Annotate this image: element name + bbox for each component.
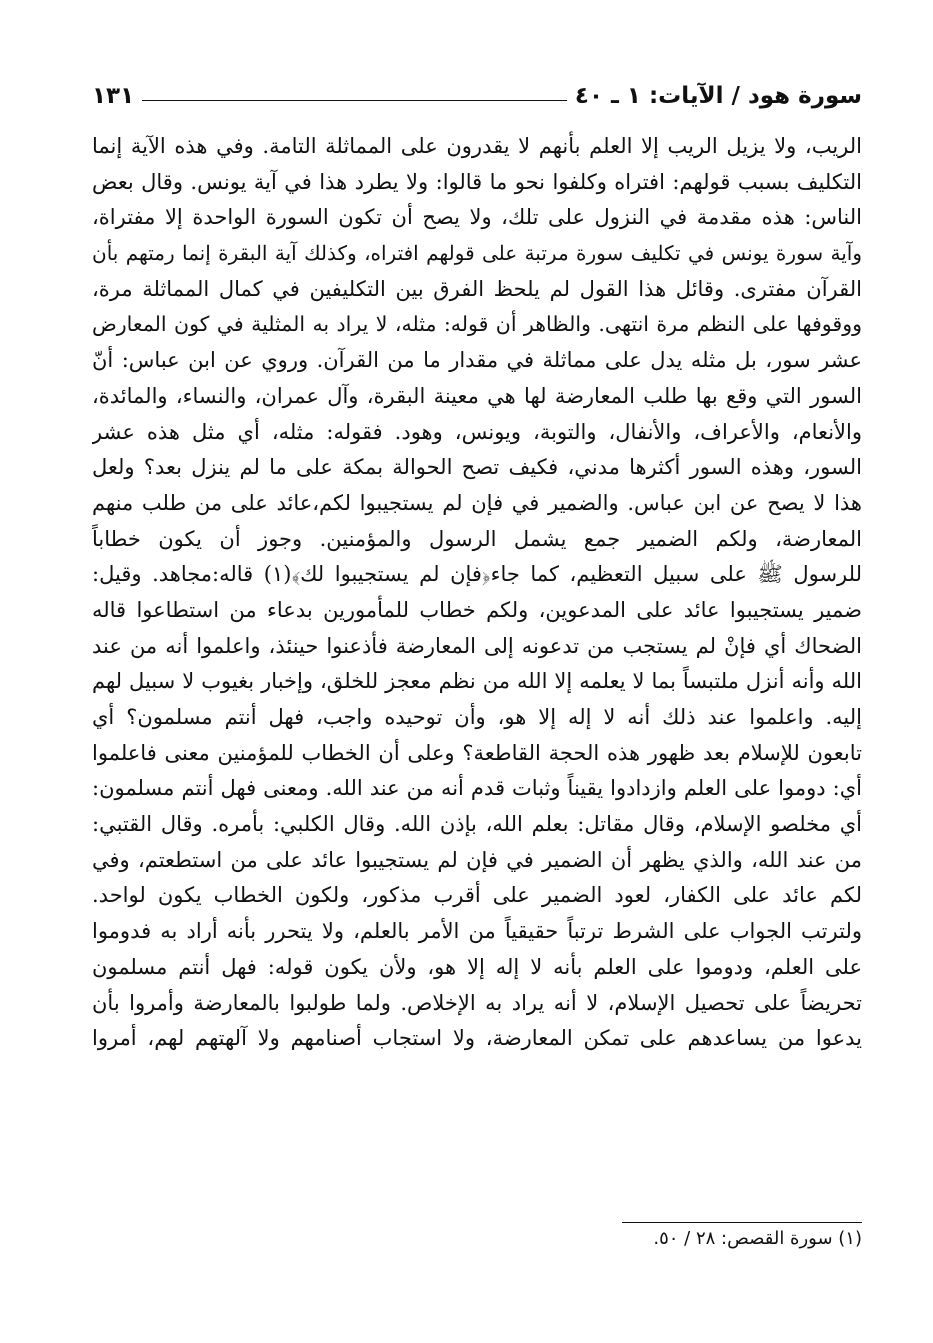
main-text [92, 129, 862, 1057]
text-line: الله وأنه أنزل ملتبساً بما لا يعلمه إلا الله من نظم معجز للخلق، وإخبار بغيوب لا سبيل لهم [92, 669, 862, 694]
text-line: من عند الله، والذي يظهر أن الضمير في فإن لم يستجيبوا عائد على من استطعتم، وفي [92, 847, 862, 872]
text-line: الريب، ولا يزيل الريب إلا العلم بأنهم لا يقدرون على المماثلة التامة. وفي هذه الآية إنما [92, 134, 862, 158]
text-line: للرسول ﷺ على سبيل التعظيم، كما جاء﴿فإن لم يستجيبوا لك﴾(١) قاله:مجاهد. وقيل: [92, 562, 862, 587]
text-line: ضمير يستجيبوا عائد على المدعوين، ولكم خطاب للمأمورين بدعاء من استطاعوا قاله [92, 597, 862, 622]
text-line: وآية سورة يونس في تكليف سورة مرتبة على قولهم افتراه، وكذلك آية البقرة إنما رمتهم بأن [92, 241, 862, 266]
running-title: سورة هود / الآيات: ١ ـ ٤٠ [574, 83, 862, 109]
text-line: المعارضة، ولكم الضمير جمع يشمل الرسول والمؤمنين. وجوز أن يكون خطاباً [92, 526, 862, 551]
text-line: الناس: هذه مقدمة في النزول على تلك، ولا يصح أن تكون السورة الواحدة إلا مفتراة، [92, 205, 862, 230]
text-line: تحريضاً على تحصيل الإسلام، لا أنه يراد به الإخلاص. ولما طولبوا بالمعارضة وأمروا بأن [92, 990, 862, 1015]
text-line: الضحاك أي فإنْ لم يستجب من تدعونه إلى المعارضة فأذعنوا حينئذ، واعلموا أنه من عند [92, 633, 862, 658]
text-line: أي: دوموا على العلم وازدادوا يقيناً وثبات قدم أنه من عند الله. ومعنى فهل أنتم مسلمون: [92, 776, 862, 801]
footnote: (١) سورة القصص: ٢٨ / ٥٠. [653, 1228, 862, 1249]
footnote-rule [622, 1222, 862, 1223]
text-line: لكم عائد على الكفار، لعود الضمير على أقرب مذكور، ولكون الخطاب يكون لواحد. [92, 883, 862, 908]
text-line: السور، وهذه السور أكثرها مدني، فكيف تصح الحوالة بمكة على ما لم ينزل بعد؟ ولعل [92, 455, 862, 480]
text-line: يدعوا من يساعدهم على تمكن المعارضة، ولا استجاب أصنامهم ولا آلهتهم لهم، أمروا [92, 1026, 862, 1051]
text-line: على العلم، ودوموا على العلم بأنه لا إله إلا هو، ولأن يكون قوله: فهل أنتم مسلمون [92, 954, 862, 979]
text-line: القرآن مفترى. وقائل هذا القول لم يلحظ الفرق بين التكليفين في كمال المماثلة مرة، [92, 276, 862, 301]
page-number: ١٣١ [92, 83, 135, 109]
text-line: التكليف بسبب قولهم: افتراه وكلفوا نحو ما قالوا: ولا يطرد هذا في آية يونس. وقال بعض [92, 169, 862, 194]
text-line: أي مخلصو الإسلام، وقال مقاتل: بعلم الله، بإذن الله. وقال الكلبي: بأمره. وقال القتبي: [92, 812, 862, 837]
text-line: عشر سور، بل مثله يدل على مماثلة في مقدار ما من القرآن. وروي عن ابن عباس: أنّ [92, 348, 862, 373]
text-line: السور التي وقع بها طلب المعارضة لها هي معينة البقرة، وآل عمران، والنساء، والمائدة، [92, 383, 862, 408]
text-line: ووقوفها على النظم مرة انتهى. والظاهر أن قوله: مثله، لا يراد به المثلية في كون المعارض [92, 312, 862, 337]
text-line: إليه. واعلموا عند ذلك أنه لا إله إلا هو، وأن توحيده واجب، فهل أنتم مسلمون؟ أي [92, 705, 862, 729]
text-line: هذا لا يصح عن ابن عباس. والضمير في فإن لم يستجيبوا لكم،عائد على من طلب منهم [92, 490, 862, 515]
text-line: تابعون للإسلام بعد ظهور هذه الحجة القاطعة؟ وعلى أن الخطاب للمؤمنين معنى فاعلموا [92, 740, 862, 765]
header-rule [142, 100, 567, 101]
text-line: ولترتب الجواب على الشرط ترتباً حقيقياً من الأمر بالعلم، ولا يتحرر بأنه أراد به فدوموا [92, 919, 862, 944]
text-line: والأنعام، والأعراف، والأنفال، والتوبة، ويونس، وهود. فقوله: مثله، أي مثل هذه عشر [92, 419, 862, 444]
page-header [92, 76, 862, 116]
